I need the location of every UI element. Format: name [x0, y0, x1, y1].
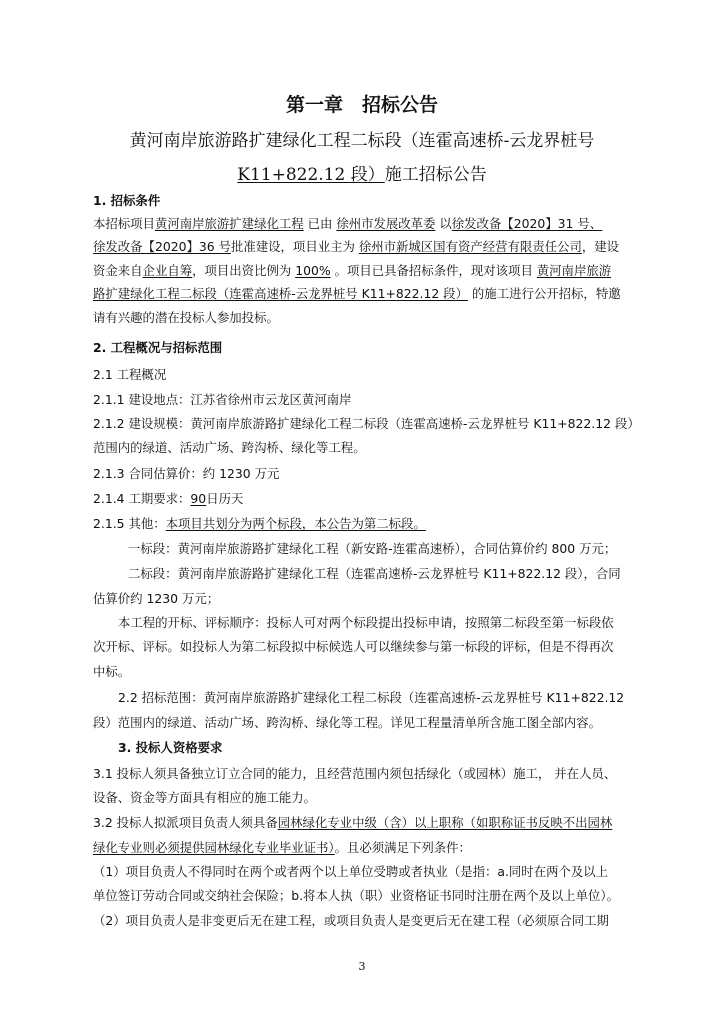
project-ref: 黄河南岸旅游 — [536, 263, 612, 278]
s2-2-a: 2.2 招标范围：黄河南岸旅游路扩建绿化工程二标段（连霍高速桥-云龙界桩号 K11+822.12 — [118, 690, 625, 705]
s1-line-1 — [93, 216, 602, 231]
chapter-title: 第一章 招标公告 — [285, 94, 438, 116]
s2-1: 2.1 工程概况 — [93, 367, 167, 382]
lot-2-a: 二标段：黄河南岸旅游路扩建绿化工程（连霍高速桥-云龙界桩号 K11+822.12 段），合同 — [128, 566, 621, 581]
condition-2: （2）项目负责人是非变更后无在建工程，或项目负责人是变更后无在建工程（必须原合同工期 — [93, 913, 609, 928]
s1-line-4 — [93, 286, 621, 301]
approval-number-2: 徐发改备【2020】36 号 — [93, 239, 231, 254]
text: 2.1.5 其他： — [93, 516, 166, 531]
s2-1-3: 2.1.3 合同估算价：约 1230 万元 — [93, 466, 280, 481]
text: 日历天 — [206, 491, 244, 506]
s3-1-a: 3.1 投标人须具备独立订立合同的能力，且经营范围内须包括绿化（或园林）施工， 并在人员、 — [93, 766, 617, 781]
page-number: 3 — [358, 960, 366, 973]
text: 2.1.4 工期要求： — [93, 491, 191, 506]
s3-2-b — [93, 840, 471, 855]
subtitle-suffix: 施工招标公告 — [384, 165, 487, 185]
section-1-heading: 1. 招标条件 — [93, 193, 161, 208]
condition-1-b: 单位签订劳动合同或交纳社会保险；b.将本人执（职）业资格证书同时注册在两个及以上单位）。 — [93, 888, 620, 903]
s2-1-2-a: 2.1.2 建设规模：黄河南岸旅游路扩建绿化工程二标段（连霍高速桥-云龙界桩号 K11+822.12 段） — [93, 416, 640, 431]
approval-agency: 徐州市发展改革委 — [336, 216, 436, 231]
s3-1-b: 设备、资金等方面具有相应的施工能力。 — [93, 790, 317, 805]
order-line-3: 中标。 — [93, 664, 131, 679]
text: 。且必须满足下列条件： — [334, 840, 471, 855]
title-requirement-cont: 绿化专业则必须提供园林绿化专业毕业证书） — [93, 840, 335, 855]
text: 资金来自 — [93, 263, 143, 278]
lot-info: 本项目共划分为两个标段，本公告为第二标段。 — [165, 516, 426, 531]
text: 已由 — [303, 216, 337, 231]
fund-source: 企业自筹 — [142, 263, 193, 278]
approval-number-1: 徐发改备【2020】31 号、 — [451, 216, 603, 231]
text: 批准建设，项目业主为 — [230, 239, 359, 254]
s2-2-b: 段）范围内的绿道、活动广场、跨沟桥、绿化等工程。详见工程量清单所含施工图全部内容。 — [93, 715, 602, 730]
project-owner: 徐州市新城区国有资产经营有限责任公司 — [358, 239, 582, 254]
s2-1-5 — [93, 516, 426, 531]
section-3-heading: 3. 投标人资格要求 — [118, 740, 223, 755]
s2-1-1: 2.1.1 建设地点：江苏省徐州市云龙区黄河南岸 — [93, 392, 352, 407]
text: ，建设 — [581, 239, 620, 254]
s2-1-2-b: 范围内的绿道、活动广场、跨沟桥、绿化等工程。 — [93, 440, 366, 455]
s1-line-5: 请有兴趣的潜在投标人参加投标。 — [93, 310, 279, 325]
condition-1-a: （1）项目负责人不得同时在两个或者两个以上单位受聘或者执业（是指：a.同时在两个及以上 — [93, 864, 609, 879]
duration-days: 90 — [190, 491, 207, 506]
notice-subtitle-line1: 黄河南岸旅游路扩建绿化工程二标段（连霍高速桥-云龙界桩号 — [129, 131, 595, 151]
lot-2-b: 估算价约 1230 万元； — [93, 591, 220, 606]
order-line-1: 本工程的开标、评标顺序：投标人可对两个标段提出投标申请，按照第二标段至第一标段依 — [118, 615, 614, 630]
text: ，项目出资比例为 — [192, 263, 296, 278]
lot-1: 一标段：黄河南岸旅游路扩建绿化工程（新安路-连霍高速桥），合同估算价约 800 万元； — [128, 541, 617, 556]
s3-2-a — [93, 815, 612, 830]
fund-ratio: 100% — [295, 263, 331, 278]
s1-line-3 — [93, 263, 611, 278]
text: 。项目已具备招标条件，现对该项目 — [330, 263, 537, 278]
subtitle-section-ref: K11+822.12 段） — [237, 165, 385, 185]
s2-1-4 — [93, 491, 243, 506]
text: 本招标项目 — [93, 216, 155, 231]
project-name: 黄河南岸旅游扩建绿化工程 — [154, 216, 304, 231]
notice-subtitle-line2 — [0, 160, 724, 185]
text: 以 — [435, 216, 452, 231]
section-2-heading: 2. 工程概况与招标范围 — [93, 340, 223, 355]
project-ref-cont: 路扩建绿化工程二标段（连霍高速桥-云龙界桩号 K11+822.12 段） — [93, 286, 468, 301]
title-requirement: 园林绿化专业中级（含）以上职称（如职称证书反映不出园林 — [277, 815, 613, 830]
text: 的施工进行公开招标，特邀 — [467, 286, 621, 301]
s1-line-2 — [93, 239, 619, 254]
text: 3.2 投标人拟派项目负责人须具备 — [93, 815, 278, 830]
order-line-2: 次开标、评标。如投标人为第二标段拟中标候选人可以继续参与第一标段的评标，但是不得再次 — [93, 639, 614, 654]
